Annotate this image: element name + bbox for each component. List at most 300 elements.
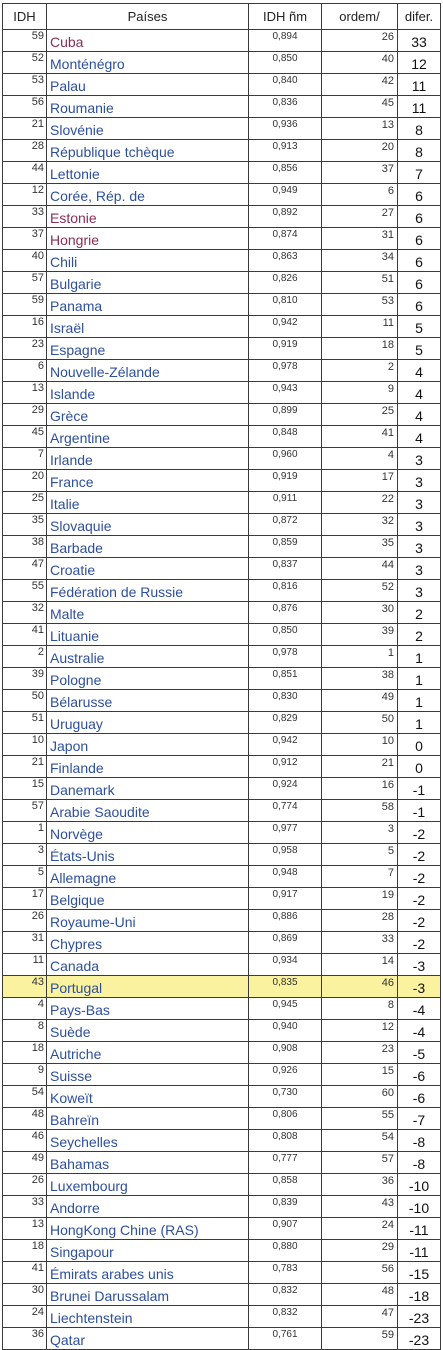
order-cell: 26	[322, 30, 398, 52]
table-row	[3, 228, 441, 250]
difference-cell: -10	[398, 1196, 441, 1218]
idh-value-cell: 0,942	[249, 316, 322, 338]
country-link[interactable]: Slovénie	[47, 118, 249, 140]
idh-value-cell: 0,958	[249, 844, 322, 866]
order-cell: 33	[322, 932, 398, 954]
idh-value-cell: 0,836	[249, 96, 322, 118]
idh-value-cell: 0,858	[249, 1174, 322, 1196]
country-link[interactable]: Danemark	[47, 778, 249, 800]
order-cell: 10	[322, 734, 398, 756]
order-cell: 8	[322, 998, 398, 1020]
country-link[interactable]: Argentine	[47, 426, 249, 448]
table-row	[3, 844, 441, 866]
difference-cell: 3	[398, 492, 441, 514]
country-link[interactable]: Koweït	[47, 1086, 249, 1108]
order-cell: 48	[322, 1284, 398, 1306]
difference-cell: 3	[398, 470, 441, 492]
header-ordem: ordem/	[322, 4, 398, 30]
table-row	[3, 580, 441, 602]
idh-rank-cell: 56	[3, 96, 47, 118]
country-link[interactable]: Roumanie	[47, 96, 249, 118]
idh-value-cell: 0,826	[249, 272, 322, 294]
idh-rank-cell: 37	[3, 228, 47, 250]
table-row	[3, 140, 441, 162]
idh-value-cell: 0,832	[249, 1284, 322, 1306]
table-row	[3, 426, 441, 448]
country-link[interactable]: Luxembourg	[47, 1174, 249, 1196]
idh-rank-cell: 17	[3, 888, 47, 910]
table-row	[3, 558, 441, 580]
idh-value-cell: 0,761	[249, 1328, 322, 1350]
idh-value-cell: 0,848	[249, 426, 322, 448]
idh-value-cell: 0,960	[249, 448, 322, 470]
order-cell: 32	[322, 514, 398, 536]
table-row	[3, 932, 441, 954]
idh-rank-cell: 16	[3, 316, 47, 338]
idh-value-cell: 0,894	[249, 30, 322, 52]
idh-value-cell: 0,912	[249, 756, 322, 778]
country-link[interactable]: Japon	[47, 734, 249, 756]
idh-rank-cell: 43	[3, 976, 47, 998]
idh-rank-cell: 47	[3, 558, 47, 580]
country-link[interactable]: Seychelles	[47, 1130, 249, 1152]
idh-value-cell: 0,886	[249, 910, 322, 932]
difference-cell: -2	[398, 932, 441, 954]
country-link[interactable]: Finlande	[47, 756, 249, 778]
table-row	[3, 250, 441, 272]
country-link[interactable]: Malte	[47, 602, 249, 624]
order-cell: 57	[322, 1152, 398, 1174]
idh-rank-cell: 15	[3, 778, 47, 800]
difference-cell: 4	[398, 360, 441, 382]
country-link[interactable]: Pays-Bas	[47, 998, 249, 1020]
idh-value-cell: 0,810	[249, 294, 322, 316]
table-header	[3, 4, 441, 30]
idh-value-cell: 0,977	[249, 822, 322, 844]
idh-rank-cell: 31	[3, 932, 47, 954]
idh-value-cell: 0,856	[249, 162, 322, 184]
idh-value-cell: 0,924	[249, 778, 322, 800]
idh-rank-cell: 13	[3, 1218, 47, 1240]
idh-value-cell: 0,892	[249, 206, 322, 228]
order-cell: 23	[322, 1042, 398, 1064]
table-row	[3, 294, 441, 316]
difference-cell: -8	[398, 1152, 441, 1174]
idh-rank-cell: 30	[3, 1284, 47, 1306]
country-link[interactable]: Qatar	[47, 1328, 249, 1350]
country-link[interactable]: Suède	[47, 1020, 249, 1042]
idh-rank-cell: 20	[3, 470, 47, 492]
order-cell: 4	[322, 448, 398, 470]
order-cell: 36	[322, 1174, 398, 1196]
idh-rank-cell: 50	[3, 690, 47, 712]
idh-rank-cell: 57	[3, 800, 47, 822]
idh-value-cell: 0,908	[249, 1042, 322, 1064]
table-row	[3, 404, 441, 426]
idh-value-cell: 0,783	[249, 1262, 322, 1284]
country-link[interactable]: Irlande	[47, 448, 249, 470]
idh-rank-cell: 1	[3, 822, 47, 844]
idh-rank-cell: 33	[3, 206, 47, 228]
table-row	[3, 888, 441, 910]
country-link[interactable]: Cuba	[47, 30, 249, 52]
idh-value-cell: 0,899	[249, 404, 322, 426]
idh-rank-cell: 25	[3, 492, 47, 514]
idh-value-cell: 0,872	[249, 514, 322, 536]
idh-rank-cell: 38	[3, 536, 47, 558]
table-row	[3, 184, 441, 206]
country-link[interactable]: États-Unis	[47, 844, 249, 866]
idh-value-cell: 0,806	[249, 1108, 322, 1130]
idh-rank-cell: 52	[3, 52, 47, 74]
difference-cell: 2	[398, 624, 441, 646]
country-link[interactable]: Singapour	[47, 1240, 249, 1262]
order-cell: 49	[322, 690, 398, 712]
idh-rank-cell: 40	[3, 250, 47, 272]
difference-cell: 8	[398, 140, 441, 162]
order-cell: 29	[322, 1240, 398, 1262]
difference-cell: 0	[398, 734, 441, 756]
difference-cell: -2	[398, 888, 441, 910]
idh-rank-cell: 29	[3, 404, 47, 426]
idh-value-cell: 0,913	[249, 140, 322, 162]
order-cell: 17	[322, 470, 398, 492]
idh-rank-cell: 28	[3, 140, 47, 162]
table-row	[3, 800, 441, 822]
country-link[interactable]: Bahamas	[47, 1152, 249, 1174]
idh-rank-cell: 57	[3, 272, 47, 294]
difference-cell: -23	[398, 1328, 441, 1350]
order-cell: 7	[322, 866, 398, 888]
difference-cell: -6	[398, 1064, 441, 1086]
country-link[interactable]: Uruguay	[47, 712, 249, 734]
table-row	[3, 734, 441, 756]
table-row	[3, 778, 441, 800]
idh-value-cell: 0,936	[249, 118, 322, 140]
table-row	[3, 96, 441, 118]
difference-cell: 3	[398, 536, 441, 558]
order-cell: 39	[322, 624, 398, 646]
table-row	[3, 822, 441, 844]
difference-cell: 4	[398, 404, 441, 426]
idh-rank-cell: 8	[3, 1020, 47, 1042]
idh-rank-cell: 33	[3, 1196, 47, 1218]
country-link[interactable]: HongKong Chine (RAS)	[47, 1218, 249, 1240]
order-cell: 54	[322, 1130, 398, 1152]
order-cell: 43	[322, 1196, 398, 1218]
order-cell: 45	[322, 96, 398, 118]
order-cell: 38	[322, 668, 398, 690]
table-row	[3, 866, 441, 888]
idh-rank-cell: 46	[3, 1130, 47, 1152]
difference-cell: -5	[398, 1042, 441, 1064]
table-row	[3, 536, 441, 558]
difference-cell: 3	[398, 580, 441, 602]
idh-rank-cell: 54	[3, 1086, 47, 1108]
table-row	[3, 206, 441, 228]
idh-value-cell: 0,777	[249, 1152, 322, 1174]
country-link[interactable]: Royaume-Uni	[47, 910, 249, 932]
difference-cell: 5	[398, 338, 441, 360]
order-cell: 18	[322, 338, 398, 360]
idh-rank-cell: 11	[3, 954, 47, 976]
idh-rank-cell: 9	[3, 1064, 47, 1086]
order-cell: 35	[322, 536, 398, 558]
table-row	[3, 954, 441, 976]
idh-value-cell: 0,945	[249, 998, 322, 1020]
idh-value-cell: 0,863	[249, 250, 322, 272]
country-link[interactable]: Monténégro	[47, 52, 249, 74]
difference-cell: 3	[398, 558, 441, 580]
idh-value-cell: 0,876	[249, 602, 322, 624]
difference-cell: -10	[398, 1174, 441, 1196]
table-row	[3, 316, 441, 338]
idh-value-cell: 0,874	[249, 228, 322, 250]
table-row	[3, 646, 441, 668]
idh-value-cell: 0,943	[249, 382, 322, 404]
idh-rank-cell: 55	[3, 580, 47, 602]
order-cell: 14	[322, 954, 398, 976]
table-row	[3, 382, 441, 404]
idh-value-cell: 0,730	[249, 1086, 322, 1108]
order-cell: 6	[322, 184, 398, 206]
country-link[interactable]: Grèce	[47, 404, 249, 426]
idh-value-cell: 0,978	[249, 360, 322, 382]
country-link[interactable]: Pologne	[47, 668, 249, 690]
header-idh: IDH	[3, 4, 47, 30]
order-cell: 5	[322, 844, 398, 866]
idh-rank-cell: 10	[3, 734, 47, 756]
difference-cell: 4	[398, 426, 441, 448]
order-cell: 41	[322, 426, 398, 448]
table-row	[3, 118, 441, 140]
table-row	[3, 602, 441, 624]
table-row	[3, 448, 441, 470]
idh-rank-cell: 4	[3, 998, 47, 1020]
difference-cell: 11	[398, 74, 441, 96]
country-link[interactable]: Estonie	[47, 206, 249, 228]
order-cell: 58	[322, 800, 398, 822]
table-row	[3, 668, 441, 690]
difference-cell: 6	[398, 294, 441, 316]
order-cell: 15	[322, 1064, 398, 1086]
idh-rank-cell: 21	[3, 756, 47, 778]
order-cell: 47	[322, 1306, 398, 1328]
table-row	[3, 1174, 441, 1196]
order-cell: 9	[322, 382, 398, 404]
table-row	[3, 1020, 441, 1042]
country-link[interactable]: Israël	[47, 316, 249, 338]
difference-cell: -8	[398, 1130, 441, 1152]
country-link[interactable]: Panama	[47, 294, 249, 316]
table-row	[3, 52, 441, 74]
idh-rank-cell: 5	[3, 866, 47, 888]
order-cell: 51	[322, 272, 398, 294]
country-link[interactable]: Brunei Darussalam	[47, 1284, 249, 1306]
country-link[interactable]: Belgique	[47, 888, 249, 910]
country-link[interactable]: Andorre	[47, 1196, 249, 1218]
difference-cell: 0	[398, 756, 441, 778]
table-row	[3, 998, 441, 1020]
country-link[interactable]: Bahreïn	[47, 1108, 249, 1130]
difference-cell: -1	[398, 800, 441, 822]
idh-value-cell: 0,774	[249, 800, 322, 822]
difference-cell: 6	[398, 206, 441, 228]
order-cell: 46	[322, 976, 398, 998]
difference-cell: -18	[398, 1284, 441, 1306]
difference-cell: 3	[398, 514, 441, 536]
country-link[interactable]: Nouvelle-Zélande	[47, 360, 249, 382]
idh-value-cell: 0,837	[249, 558, 322, 580]
difference-cell: 7	[398, 162, 441, 184]
table-row	[3, 338, 441, 360]
difference-cell: -4	[398, 1020, 441, 1042]
country-link[interactable]: Canada	[47, 954, 249, 976]
idh-rank-cell: 48	[3, 1108, 47, 1130]
difference-cell: -23	[398, 1306, 441, 1328]
idh-rank-cell: 44	[3, 162, 47, 184]
difference-cell: -7	[398, 1108, 441, 1130]
order-cell: 53	[322, 294, 398, 316]
difference-cell: -15	[398, 1262, 441, 1284]
idh-rank-cell: 35	[3, 514, 47, 536]
country-link[interactable]: Portugal	[47, 976, 249, 998]
idh-ranking-table	[2, 3, 441, 1350]
order-cell: 56	[322, 1262, 398, 1284]
idh-value-cell: 0,830	[249, 690, 322, 712]
idh-rank-cell: 6	[3, 360, 47, 382]
country-link[interactable]: Arabie Saoudite	[47, 800, 249, 822]
idh-rank-cell: 36	[3, 1328, 47, 1350]
idh-rank-cell: 49	[3, 1152, 47, 1174]
difference-cell: 8	[398, 118, 441, 140]
idh-value-cell: 0,835	[249, 976, 322, 998]
country-link[interactable]: France	[47, 470, 249, 492]
country-link[interactable]: Chili	[47, 250, 249, 272]
country-link[interactable]: Allemagne	[47, 866, 249, 888]
table-row	[3, 1196, 441, 1218]
order-cell: 60	[322, 1086, 398, 1108]
idh-rank-cell: 18	[3, 1240, 47, 1262]
table-row	[3, 756, 441, 778]
difference-cell: 33	[398, 30, 441, 52]
idh-value-cell: 0,832	[249, 1306, 322, 1328]
difference-cell: -4	[398, 998, 441, 1020]
idh-value-cell: 0,919	[249, 338, 322, 360]
order-cell: 11	[322, 316, 398, 338]
order-cell: 12	[322, 1020, 398, 1042]
country-link[interactable]: Barbade	[47, 536, 249, 558]
table-row	[3, 30, 441, 52]
country-link[interactable]: Slovaquie	[47, 514, 249, 536]
idh-rank-cell: 32	[3, 602, 47, 624]
order-cell: 50	[322, 712, 398, 734]
difference-cell: 6	[398, 272, 441, 294]
idh-value-cell: 0,907	[249, 1218, 322, 1240]
country-link[interactable]: Autriche	[47, 1042, 249, 1064]
idh-value-cell: 0,829	[249, 712, 322, 734]
difference-cell: 1	[398, 712, 441, 734]
difference-cell: -2	[398, 822, 441, 844]
idh-value-cell: 0,978	[249, 646, 322, 668]
country-link[interactable]: Croatie	[47, 558, 249, 580]
order-cell: 52	[322, 580, 398, 602]
table-row	[3, 1152, 441, 1174]
order-cell: 25	[322, 404, 398, 426]
idh-rank-cell: 41	[3, 1262, 47, 1284]
country-link[interactable]: Hongrie	[47, 228, 249, 250]
idh-value-cell: 0,869	[249, 932, 322, 954]
idh-rank-cell: 3	[3, 844, 47, 866]
idh-rank-cell: 21	[3, 118, 47, 140]
idh-value-cell: 0,940	[249, 1020, 322, 1042]
difference-cell: 6	[398, 184, 441, 206]
difference-cell: 1	[398, 646, 441, 668]
order-cell: 19	[322, 888, 398, 910]
country-link[interactable]: Lituanie	[47, 624, 249, 646]
country-link[interactable]: Espagne	[47, 338, 249, 360]
order-cell: 3	[322, 822, 398, 844]
country-link[interactable]: Bélarusse	[47, 690, 249, 712]
table-row	[3, 1086, 441, 1108]
idh-value-cell: 0,880	[249, 1240, 322, 1262]
difference-cell: -2	[398, 866, 441, 888]
country-link[interactable]: Chypres	[47, 932, 249, 954]
country-link[interactable]: Palau	[47, 74, 249, 96]
header-paises: Países	[47, 4, 249, 30]
order-cell: 37	[322, 162, 398, 184]
idh-rank-cell: 26	[3, 1174, 47, 1196]
difference-cell: 3	[398, 448, 441, 470]
order-cell: 24	[322, 1218, 398, 1240]
idh-rank-cell: 45	[3, 426, 47, 448]
table-row	[3, 976, 441, 998]
table-row	[3, 712, 441, 734]
idh-rank-cell: 59	[3, 30, 47, 52]
country-link[interactable]: Suisse	[47, 1064, 249, 1086]
country-link[interactable]: Australie	[47, 646, 249, 668]
country-link[interactable]: République tchèque	[47, 140, 249, 162]
order-cell: 44	[322, 558, 398, 580]
country-link[interactable]: Émirats arabes unis	[47, 1262, 249, 1284]
difference-cell: -3	[398, 954, 441, 976]
country-link[interactable]: Liechtenstein	[47, 1306, 249, 1328]
table-row	[3, 624, 441, 646]
table-row	[3, 1262, 441, 1284]
country-link[interactable]: Italie	[47, 492, 249, 514]
difference-cell: 6	[398, 250, 441, 272]
idh-rank-cell: 59	[3, 294, 47, 316]
table-row	[3, 1218, 441, 1240]
order-cell: 20	[322, 140, 398, 162]
table-row	[3, 1064, 441, 1086]
difference-cell: 5	[398, 316, 441, 338]
country-link[interactable]: Corée, Rép. de	[47, 184, 249, 206]
country-link[interactable]: Norvège	[47, 822, 249, 844]
order-cell: 16	[322, 778, 398, 800]
order-cell: 28	[322, 910, 398, 932]
country-link[interactable]: Lettonie	[47, 162, 249, 184]
country-link[interactable]: Bulgarie	[47, 272, 249, 294]
header-row	[3, 4, 441, 30]
idh-rank-cell: 23	[3, 338, 47, 360]
country-link[interactable]: Fédération de Russie	[47, 580, 249, 602]
idh-rank-cell: 26	[3, 910, 47, 932]
difference-cell: -11	[398, 1218, 441, 1240]
table-row	[3, 470, 441, 492]
idh-rank-cell: 41	[3, 624, 47, 646]
country-link[interactable]: Islande	[47, 382, 249, 404]
